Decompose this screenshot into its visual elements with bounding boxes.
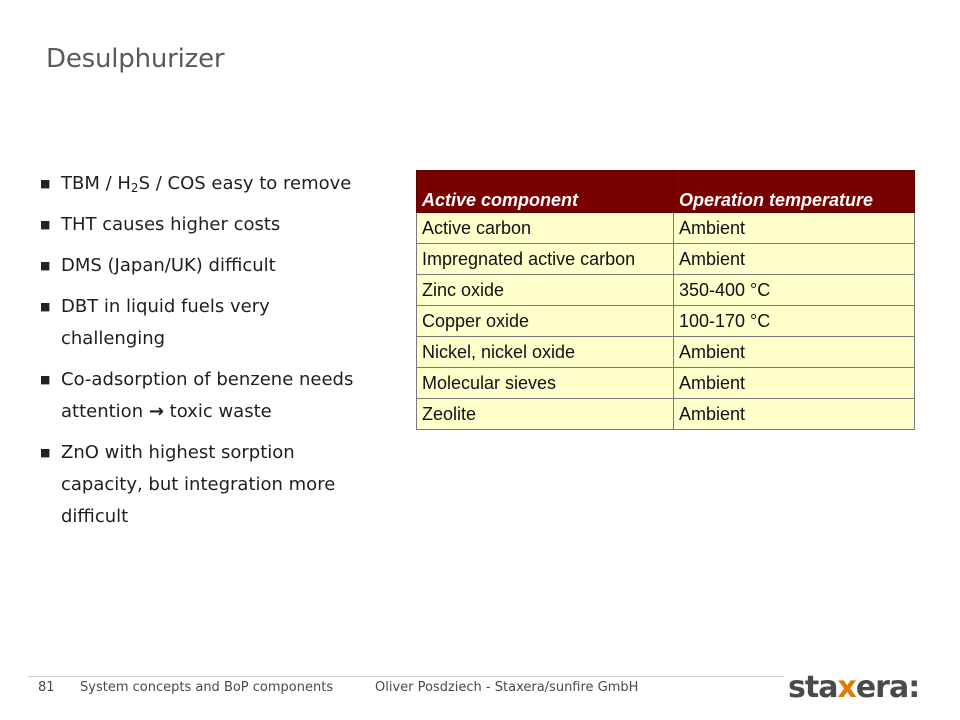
bullet-square-icon: ■ <box>40 446 51 459</box>
footer-section: System concepts and BoP components <box>80 680 334 695</box>
table-row <box>417 275 915 306</box>
footer-author: Oliver Posdziech - Staxera/sunfire GmbH <box>375 680 639 695</box>
table-cell: Nickel, nickel oxide <box>417 337 674 368</box>
table-cell: Zinc oxide <box>417 275 674 306</box>
table-cell: 350-400 °C <box>674 275 915 306</box>
column-header-operation-temperature: Operation temperature <box>674 171 915 213</box>
table-cell: Ambient <box>674 244 915 275</box>
column-header-active-component: Active component <box>417 171 674 213</box>
bullet-item <box>40 168 370 200</box>
bullet-square-icon: ■ <box>40 259 51 272</box>
bullet-text: TBM / $H_2S$ / COS easy to remove <box>61 173 352 195</box>
bullet-square-icon: ■ <box>40 300 51 313</box>
bullet-text: DMS (Japan/UK) difficult <box>61 255 276 276</box>
bullet-text: ZnO with highest sorption capacity, but integration more difficult <box>61 442 336 527</box>
bullet-text: DBT in liquid fuels very challenging <box>61 296 270 349</box>
bullet-square-icon: ■ <box>40 373 51 386</box>
table-row <box>417 368 915 399</box>
slide-title: Desulphurizer <box>46 44 225 74</box>
bullet-text: THT causes higher costs <box>61 214 281 235</box>
bullet-item <box>40 291 370 355</box>
bullet-square-icon: ■ <box>40 177 51 190</box>
table-cell: Copper oxide <box>417 306 674 337</box>
table-row <box>417 213 915 244</box>
bullet-list <box>40 168 370 542</box>
table-row <box>417 306 915 337</box>
desulphurizer-table <box>416 170 915 430</box>
table-cell: 100-170 °C <box>674 306 915 337</box>
table-row <box>417 399 915 430</box>
bullet-item <box>40 250 370 282</box>
table-row <box>417 337 915 368</box>
bullet-item <box>40 364 370 428</box>
table-cell: Ambient <box>674 399 915 430</box>
table-cell: Active carbon <box>417 213 674 244</box>
table-cell: Zeolite <box>417 399 674 430</box>
bullet-square-icon: ■ <box>40 218 51 231</box>
table-cell: Molecular sieves <box>417 368 674 399</box>
footer-divider <box>28 676 784 677</box>
table-cell: Ambient <box>674 213 915 244</box>
table-cell: Impregnated active carbon <box>417 244 674 275</box>
table-row <box>417 244 915 275</box>
table-header-row <box>417 171 915 213</box>
table-cell: Ambient <box>674 337 915 368</box>
arrow-right-icon: → <box>148 401 164 422</box>
page-number: 81 <box>38 680 55 695</box>
bullet-text: Co-adsorption of benzene needs attention → toxic waste <box>61 369 354 422</box>
bullet-item <box>40 209 370 241</box>
staxera-logo: staxera: <box>788 670 920 705</box>
table-cell: Ambient <box>674 368 915 399</box>
bullet-item <box>40 437 370 533</box>
